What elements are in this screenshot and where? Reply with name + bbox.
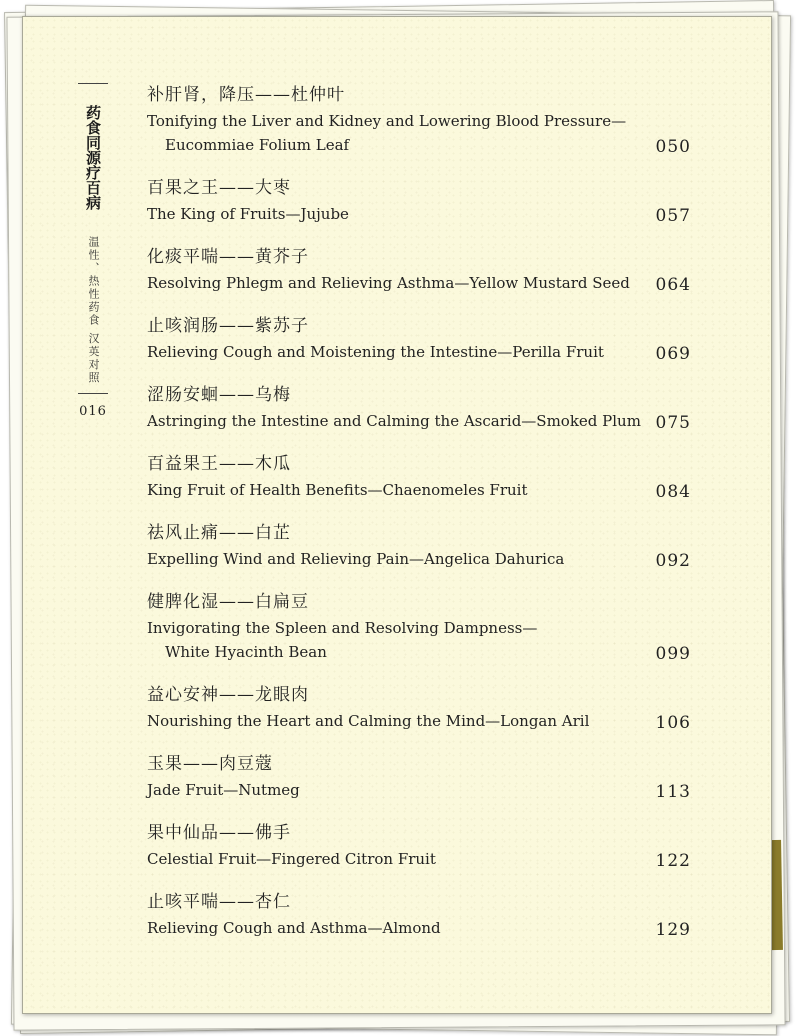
entry-title-cn: 止咳润肠——紫苏子 bbox=[147, 316, 309, 336]
entry-page-number: 069 bbox=[655, 344, 691, 364]
entry-title-en: Resolving Phlegm and Relieving Asthma—Yellow Mustard Seed bbox=[147, 274, 630, 292]
entry-title-cn: 百益果王——木瓜 bbox=[147, 454, 291, 474]
toc-entry[interactable] bbox=[147, 590, 691, 664]
series-title: 药食同源疗百病 bbox=[84, 104, 102, 210]
entry-title-cn: 祛风止痛——白芷 bbox=[147, 523, 291, 543]
toc-entry[interactable] bbox=[147, 521, 691, 571]
entry-title-cn: 果中仙品——佛手 bbox=[147, 823, 291, 843]
entry-title-en: Relieving Cough and Asthma—Almond bbox=[147, 919, 441, 937]
entry-page-number: 106 bbox=[655, 713, 691, 733]
entry-page-number: 113 bbox=[655, 782, 691, 802]
toc-entry[interactable] bbox=[147, 383, 691, 433]
entry-title-cn: 益心安神——龙眼肉 bbox=[147, 685, 309, 705]
entry-title-en bbox=[147, 109, 691, 157]
entry-title-en: Expelling Wind and Relieving Pain—Angelica Dahurica bbox=[147, 550, 565, 568]
toc-entry[interactable] bbox=[147, 452, 691, 502]
entry-page-number: 122 bbox=[655, 851, 691, 871]
entry-title-en: Jade Fruit—Nutmeg bbox=[147, 781, 300, 799]
entry-title-en-line1: Tonifying the Liver and Kidney and Lowering Blood Pressure— bbox=[147, 112, 627, 130]
entry-title-en-line2: White Hyacinth Bean bbox=[165, 643, 327, 661]
entry-title-en-line2: Eucommiae Folium Leaf bbox=[165, 136, 350, 154]
toc-entry[interactable] bbox=[147, 752, 691, 802]
toc-entry[interactable] bbox=[147, 176, 691, 226]
entry-page-number: 092 bbox=[655, 551, 691, 571]
entry-page-number: 099 bbox=[655, 644, 691, 664]
entry-page-number: 064 bbox=[655, 275, 691, 295]
entry-title-en: Relieving Cough and Moistening the Intestine—Perilla Fruit bbox=[147, 343, 604, 361]
page-number: 016 bbox=[79, 404, 107, 419]
entry-title-cn: 补肝肾，降压——杜仲叶 bbox=[147, 85, 345, 105]
entry-title-cn: 止咳平喘——杏仁 bbox=[147, 892, 291, 912]
entry-title-en: Celestial Fruit—Fingered Citron Fruit bbox=[147, 850, 436, 868]
toc-entry[interactable] bbox=[147, 890, 691, 940]
entry-title-en-line1: Invigorating the Spleen and Resolving Dampness— bbox=[147, 619, 538, 637]
entry-title-en: Astringing the Intestine and Calming the Ascarid—Smoked Plum bbox=[147, 412, 641, 430]
toc-entry[interactable] bbox=[147, 683, 691, 733]
entry-page-number: 075 bbox=[655, 413, 691, 433]
entry-title-en bbox=[147, 616, 691, 664]
toc-entry[interactable] bbox=[147, 821, 691, 871]
contents-page bbox=[22, 16, 772, 1014]
toc-entry[interactable] bbox=[147, 314, 691, 364]
entry-title-en: The King of Fruits—Jujube bbox=[147, 205, 349, 223]
toc-entry[interactable] bbox=[147, 83, 691, 157]
top-rule bbox=[78, 83, 108, 84]
series-subtitle: 温性、热性药食 汉英对照 bbox=[87, 236, 100, 385]
entry-title-cn: 百果之王——大枣 bbox=[147, 178, 291, 198]
running-sidebar bbox=[71, 83, 115, 419]
entry-title-cn: 健脾化湿——白扁豆 bbox=[147, 592, 309, 612]
entry-page-number: 084 bbox=[655, 482, 691, 502]
entry-page-number: 057 bbox=[655, 206, 691, 226]
entry-page-number: 050 bbox=[655, 137, 691, 157]
toc-entry[interactable] bbox=[147, 245, 691, 295]
entry-title-cn: 化痰平喘——黄芥子 bbox=[147, 247, 309, 267]
entry-title-en: Nourishing the Heart and Calming the Mind—Longan Aril bbox=[147, 712, 590, 730]
entry-title-cn: 涩肠安蛔——乌梅 bbox=[147, 385, 291, 405]
bottom-rule bbox=[78, 393, 108, 394]
entry-title-en: King Fruit of Health Benefits—Chaenomeles Fruit bbox=[147, 481, 528, 499]
entry-title-cn: 玉果——肉豆蔻 bbox=[147, 754, 273, 774]
entry-page-number: 129 bbox=[655, 920, 691, 940]
